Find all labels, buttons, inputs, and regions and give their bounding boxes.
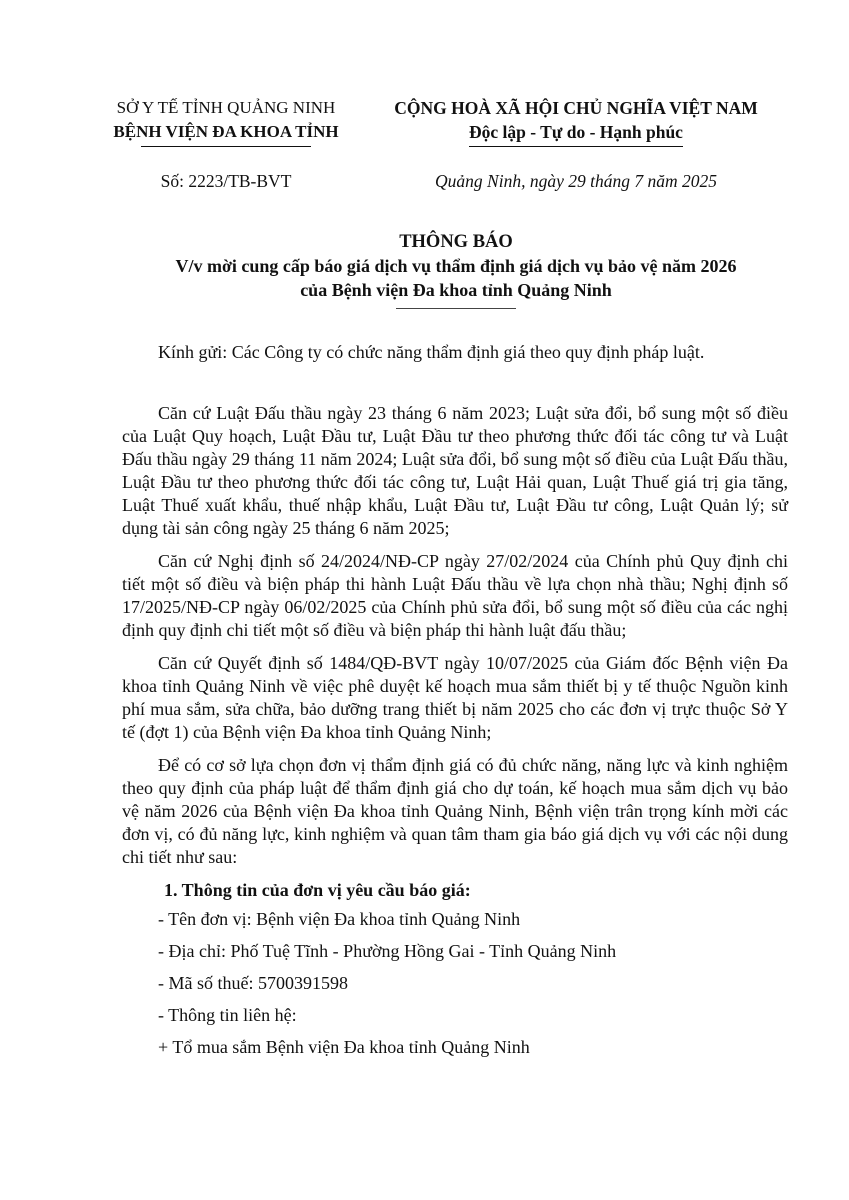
section-heading: 1. Thông tin của đơn vị yêu cầu báo giá: bbox=[164, 880, 471, 900]
country-name: CỘNG HOÀ XÃ HỘI CHỦ NGHĨA VIỆT NAM bbox=[394, 98, 758, 118]
info-line-tax-code: - Mã số thuế: 5700391598 bbox=[158, 973, 348, 993]
document-date: Quảng Ninh, ngày 29 tháng 7 năm 2025 bbox=[435, 171, 717, 191]
national-header bbox=[366, 96, 786, 144]
body-paragraph: Căn cứ Nghị định số 24/2024/NĐ-CP ngày 27/02/2024 của Chính phủ Quy định chi tiết một số điều và biện pháp thi hành Luật Đấu thầu về lựa chọn nhà thầu; Nghị định số 17/2025/NĐ-CP ngày 06/02/2025 của Chính phủ sửa đổi, bổ sung một số điều của các nghị định quy định chi tiết một số điều và biện pháp thi hành luật đấu thầu; bbox=[122, 551, 788, 640]
national-motto: Độc lập - Tự do - Hạnh phúc bbox=[469, 122, 683, 142]
info-line-contact: - Thông tin liên hệ: bbox=[158, 1005, 297, 1025]
body-paragraph: Căn cứ Quyết định số 1484/QĐ-BVT ngày 10/07/2025 của Giám đốc Bệnh viện Đa khoa tỉnh Quảng Ninh về việc phê duyệt kế hoạch mua sắm thiết bị y tế thuộc Nguồn kinh phí mua sắm, sửa chữa, bảo dưỡng trang thiết bị năm 2025 cho các đơn vị trực thuộc Sở Y tế (đợt 1) của Bệnh viện Đa khoa tỉnh Quảng Ninh; bbox=[122, 653, 788, 742]
issuer-parent-org: SỞ Y TẾ TỈNH QUẢNG NINH bbox=[116, 98, 336, 117]
issuer-block bbox=[96, 96, 356, 144]
document-subject-line-2: của Bệnh viện Đa khoa tỉnh Quảng Ninh bbox=[300, 280, 612, 300]
document-title: THÔNG BÁO bbox=[399, 232, 513, 252]
document-title-block bbox=[96, 230, 816, 309]
issuer-org-name: BỆNH VIỆN ĐA KHOA TỈNH bbox=[113, 120, 338, 144]
document-subject-line-1: V/v mời cung cấp báo giá dịch vụ thẩm định giá dịch vụ bảo vệ năm 2026 bbox=[175, 256, 737, 276]
info-line-procurement-team: + Tổ mua sắm Bệnh viện Đa khoa tỉnh Quảng Ninh bbox=[158, 1037, 530, 1057]
document-number: Số: 2223/TB-BVT bbox=[160, 171, 292, 191]
title-divider bbox=[396, 308, 516, 309]
document-body bbox=[122, 402, 788, 1068]
body-paragraph: Để có cơ sở lựa chọn đơn vị thẩm định giá có đủ chức năng, năng lực và kinh nghiệm theo quy định của pháp luật để thẩm định giá cho dự toán, kế hoạch mua sắm dịch vụ bảo vệ năm 2026 của Bệnh viện Đa khoa tỉnh Quảng Ninh, Bệnh viện trân trọng kính mời các đơn vị, có đủ năng lực, kinh nghiệm và quan tâm tham gia báo giá dịch vụ với các nội dung chi tiết như sau: bbox=[122, 755, 788, 867]
recipient-line: Kính gửi: Các Công ty có chức năng thẩm định giá theo quy định pháp luật. bbox=[158, 342, 705, 362]
info-line-address: - Địa chỉ: Phố Tuệ Tĩnh - Phường Hồng Gai - Tỉnh Quảng Ninh bbox=[158, 941, 617, 961]
info-line-unit-name: - Tên đơn vị: Bệnh viện Đa khoa tỉnh Quảng Ninh bbox=[158, 909, 521, 929]
body-paragraph: Căn cứ Luật Đấu thầu ngày 23 tháng 6 năm 2023; Luật sửa đổi, bổ sung một số điều của Luật Quy hoạch, Luật Đầu tư, Luật Đầu tư theo phương thức đối tác công tư và Luật Đấu thầu ngày 29 tháng 11 năm 2024; Luật sửa đổi, bổ sung một số điều của Luật Đấu thầu, Luật Đầu tư theo phương thức đối tác công tư, Luật Hải quan, Luật Thuế giá trị gia tăng, Luật Thuế xuất khẩu, thuế nhập khẩu, Luật Đầu tư, Luật Đầu tư công, Luật Quản lý; sử dụng tài sản công ngày 25 tháng 6 năm 2025; bbox=[122, 403, 788, 538]
